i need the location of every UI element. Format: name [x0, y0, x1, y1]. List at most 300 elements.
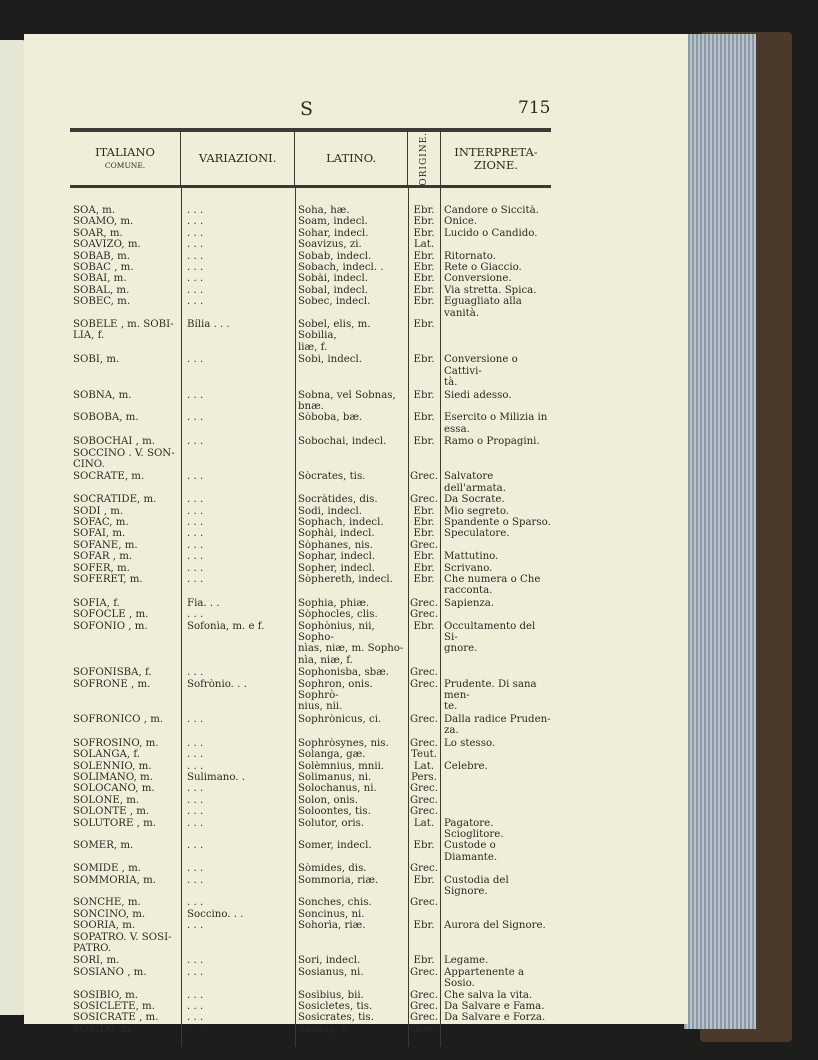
cell-variazioni: . . .: [187, 551, 204, 563]
cell-variazioni: . . .: [187, 874, 204, 886]
table-row: [70, 967, 551, 990]
cell-origine: Ebr.: [413, 551, 435, 563]
cell-origine: Grec.: [410, 1012, 438, 1024]
cell-italiano: SOSÌBIO, m.: [73, 989, 138, 1001]
cell-interpretazione: Dalla radice Pruden- za.: [444, 713, 551, 737]
table-row: [70, 228, 551, 239]
table-row: [70, 1001, 551, 1012]
table-row: [70, 875, 551, 898]
cell-variazioni: . . .: [187, 284, 204, 296]
cell-latino: Sosicletes, tis.: [298, 1001, 373, 1013]
table-row: [70, 296, 551, 319]
table-row: [70, 909, 551, 920]
cell-italiano: SORI, m.: [73, 955, 120, 967]
cell-italiano: SOA, m.: [73, 205, 116, 216]
cell-origine: Grec.: [410, 806, 438, 818]
cell-interpretazione: [440, 783, 551, 794]
table-row: [70, 563, 551, 574]
cell-italiano: SONCINO, m.: [73, 908, 146, 920]
cell-italiano: SOFÌA, f.: [73, 597, 120, 609]
table-body: [70, 188, 551, 1035]
cell-interpretazione: Occultamento del Si- gnore.: [444, 620, 536, 655]
cell-interpretazione: Eguagliato alla vanità.: [444, 296, 522, 319]
table-row: [70, 955, 551, 966]
cell-interpretazione: Conversione.: [444, 273, 512, 285]
cell-interpretazione: Che numera o Che racconta.: [444, 574, 541, 597]
table-row: [70, 1024, 551, 1035]
table-row: [70, 1012, 551, 1023]
section-letter: S: [300, 98, 314, 120]
cell-latino: Soloontes, tis.: [298, 806, 371, 818]
cell-italiano: SOLIMANO, m.: [73, 771, 153, 783]
cell-variazioni: . . .: [187, 817, 204, 829]
cell-italiano: SOSICLETE, m.: [73, 1001, 155, 1013]
cell-variazioni: . . .: [187, 273, 204, 285]
table-row: [70, 990, 551, 1001]
table-row: [70, 251, 551, 262]
cell-italiano: SÒMIDE , m.: [73, 863, 142, 875]
cell-interpretazione: [440, 932, 551, 955]
cell-interpretazione: Speculatore.: [444, 528, 510, 540]
cell-interpretazione: [440, 667, 551, 678]
cell-origine: Teut.: [411, 749, 437, 761]
cell-latino: Solon, onis.: [298, 794, 358, 806]
cell-latino: Solimanus, ni.: [298, 771, 372, 783]
cell-interpretazione: Candore o Siccità.: [444, 205, 539, 216]
cell-italiano: SOFRÒNICO , m.: [73, 713, 164, 725]
table-row: [70, 897, 551, 908]
cell-interpretazione: [440, 749, 551, 760]
cell-interpretazione: [440, 897, 551, 908]
cell-interpretazione: Spandente o Sparso.: [444, 516, 551, 528]
table-row: [70, 412, 551, 436]
table-row: [70, 598, 551, 609]
cell-variazioni: . . .: [187, 1012, 204, 1024]
cell-variazioni: . . .: [187, 250, 204, 262]
cell-italiano: SOBAL, m.: [73, 284, 130, 296]
cell-italiano: SOBI, m.: [73, 354, 120, 366]
table-row: [70, 354, 551, 389]
cell-variazioni: Sulimano. .: [187, 771, 246, 783]
cell-origine: Grec.: [410, 966, 438, 978]
cell-italiano: SOBNA, m.: [73, 389, 132, 401]
header-italiano: ITALIANO COMUNE.: [70, 132, 181, 185]
cell-interpretazione: Celebre.: [444, 760, 488, 772]
cell-latino: Sòphocles, clis.: [298, 609, 378, 621]
cell-italiano: SOORÌA, m.: [73, 920, 136, 932]
cell-interpretazione: [440, 540, 551, 551]
cell-variazioni: . . .: [187, 354, 204, 366]
cell-latino: Sophrònicus, ci.: [298, 713, 382, 725]
cell-origine: Ebr.: [413, 389, 435, 401]
cell-variazioni: . . .: [187, 783, 204, 795]
cell-origine: Lat.: [413, 760, 435, 772]
cell-italiano: SOLANGA, f.: [73, 749, 140, 761]
cell-interpretazione: [440, 772, 551, 783]
cell-italiano: SOFAC, m.: [73, 516, 129, 528]
cell-latino: Sosìbius, bii.: [298, 989, 364, 1001]
cell-latino: Solutor, oris.: [298, 817, 365, 829]
cell-latino: Soncinus, ni.: [298, 908, 365, 920]
page-number: 715: [518, 98, 551, 118]
table-row: [70, 528, 551, 539]
cell-variazioni: . . .: [187, 494, 204, 506]
header-interpretazione: INTERPRETA- ZIONE.: [454, 144, 538, 172]
cell-italiano: SOAVIZO, m.: [73, 239, 141, 251]
header-latino: LATINO.: [295, 132, 408, 185]
cell-origine: Ebr.: [413, 284, 435, 296]
header-origine: ORIGINE.: [408, 132, 441, 185]
cell-latino: Soam, indecl.: [298, 216, 368, 228]
cell-variazioni: . . .: [187, 505, 204, 517]
cell-italiano: SOBELE , m. SOBÌ- LIA, f.: [73, 319, 174, 342]
cell-latino: Sòmides, dis.: [298, 863, 367, 875]
table-row: [70, 574, 551, 598]
cell-origine: Ebr.: [413, 205, 435, 216]
cell-origine: Ebr.: [413, 920, 435, 932]
cell-interpretazione: Lucido o Candido.: [444, 227, 538, 239]
cell-origine: Lat.: [413, 817, 435, 829]
cell-latino: Soavizus, zi.: [298, 239, 362, 251]
cell-latino: Sòphereth, indecl.: [298, 574, 393, 585]
cell-origine: Ebr.: [413, 216, 435, 228]
cell-origine: Grec.: [410, 609, 438, 621]
cell-origine: Ebr.: [413, 505, 435, 517]
cell-italiano: SOMMORÌA, m.: [73, 874, 156, 886]
cell-variazioni: Soccino. . .: [187, 908, 244, 920]
cell-variazioni: Bília . . .: [187, 319, 230, 331]
cell-italiano: SÒSILO, m.: [73, 1023, 134, 1035]
cell-variazioni: . . .: [187, 737, 204, 749]
cell-origine: Ebr.: [413, 412, 435, 424]
cell-interpretazione: Custodia del Signore.: [444, 874, 509, 897]
table-row: [70, 540, 551, 551]
cell-interpretazione: Siedi adesso.: [444, 389, 512, 401]
cell-origine: Grec.: [410, 494, 438, 506]
cell-interpretazione: Da Salvare e Forza.: [444, 1012, 546, 1024]
cell-italiano: SÒPATRO. V. SOSÌ- PATRO.: [73, 931, 172, 954]
cell-latino: Sòboba, bæ.: [298, 412, 363, 424]
cell-latino: Sobec, indecl.: [298, 296, 371, 308]
cell-latino: Sòphanes, nis.: [298, 539, 373, 551]
table-row: [70, 621, 551, 668]
cell-origine: Ebr.: [413, 574, 435, 585]
cell-italiano: SOSIANO , m.: [73, 966, 147, 978]
cell-latino: Sohorìa, riæ.: [298, 920, 366, 932]
table-row: [70, 551, 551, 562]
cell-interpretazione: Lo stesso.: [444, 737, 496, 749]
cell-interpretazione: Appartenente a Sosio.: [444, 966, 525, 990]
cell-variazioni: . . .: [187, 389, 204, 401]
cell-variazioni: Sofonìa, m. e f.: [187, 620, 265, 632]
cell-interpretazione: Ramo o Propagini.: [444, 436, 540, 448]
cell-italiano: SOFRONE , m.: [73, 678, 151, 690]
cell-variazioni: . . .: [187, 239, 204, 251]
cell-origine: Grec.: [410, 471, 438, 483]
cell-origine: Ebr.: [413, 562, 435, 574]
cell-variazioni: Sofrònio. . .: [187, 678, 247, 690]
cell-origine: Grec.: [410, 713, 438, 725]
cell-latino: Sosianus, ni.: [298, 966, 364, 978]
cell-variazioni: . . .: [187, 609, 204, 621]
cell-variazioni: . . .: [187, 989, 204, 1001]
cell-interpretazione: Che salva la vita.: [444, 989, 533, 1001]
table-row: [70, 494, 551, 505]
cell-origine: Ebr.: [413, 296, 435, 308]
cell-latino: Sobel, elis, m. Sobilia, liæ, f.: [298, 319, 371, 353]
cell-origine: Grec.: [410, 794, 438, 806]
cell-italiano: SOLONE, m.: [73, 794, 140, 806]
cell-interpretazione: Aurora del Signore.: [444, 920, 546, 932]
cell-italiano: SOCCINO . V. SON- CINO.: [73, 447, 175, 470]
cell-interpretazione: Prudente. Di sana men- te.: [444, 678, 537, 713]
cell-interpretazione: [440, 239, 551, 250]
cell-origine: Lat.: [413, 239, 435, 251]
dictionary-table: [70, 128, 551, 1035]
cell-latino: Sophròsynes, nis.: [298, 737, 389, 749]
table-row: [70, 932, 551, 956]
cell-interpretazione: Esercito o Milizia in essa.: [444, 412, 548, 435]
cell-italiano: SOBÀI, m.: [73, 273, 127, 285]
cell-latino: Sommoria, riæ.: [298, 874, 379, 886]
table-row: [70, 761, 551, 772]
cell-variazioni: . . .: [187, 216, 204, 228]
cell-latino: Sosicrates, tis.: [298, 1012, 374, 1024]
cell-italiano: SOFONISBA, f.: [73, 667, 152, 679]
cell-latino: Solochanus, ni.: [298, 783, 377, 795]
table-row: [70, 679, 551, 714]
cell-italiano: SÒFANE, m.: [73, 539, 138, 551]
table-row: [70, 262, 551, 273]
cell-latino: Sophonisba, sbæ.: [298, 667, 390, 679]
cell-interpretazione: [440, 448, 551, 471]
cell-interpretazione: Via stretta. Spica.: [444, 284, 537, 296]
cell-variazioni: . . .: [187, 897, 204, 909]
cell-latino: Solèmnius, mnii.: [298, 760, 385, 772]
cell-variazioni: . . .: [187, 863, 204, 875]
cell-interpretazione: Rete o Giaccio.: [444, 262, 522, 274]
cell-variazioni: . . .: [187, 516, 204, 528]
cell-latino: Sobab, indecl.: [298, 250, 372, 262]
cell-italiano: SOFER, m.: [73, 562, 130, 574]
cell-latino: Sophron, onis. Sophrò- nius, nii.: [298, 678, 373, 713]
cell-origine: Grec.: [410, 989, 438, 1001]
cell-latino: Sophònius, nii, Sopho- nìas, niæ, m. Sopho- nìa, niæ, f.: [298, 620, 404, 666]
cell-variazioni: Fia. . .: [187, 597, 220, 609]
cell-interpretazione: [440, 909, 551, 920]
cell-origine: Ebr.: [413, 262, 435, 274]
column-divider: [440, 188, 441, 1047]
cell-variazioni: . . .: [187, 562, 204, 574]
cell-interpretazione: [440, 863, 551, 874]
cell-variazioni: . . .: [187, 760, 204, 772]
cell-latino: Sobochai, indecl.: [298, 436, 387, 448]
cell-latino: Sophar, indecl.: [298, 551, 376, 563]
cell-interpretazione: Da Socrate.: [444, 494, 505, 506]
cell-variazioni: . . .: [187, 436, 204, 448]
cell-italiano: SOLOCANO, m.: [73, 783, 155, 795]
cell-latino: Sohar, indecl.: [298, 227, 369, 239]
cell-italiano: SOLUTORE , m.: [73, 817, 156, 829]
cell-origine: Ebr.: [413, 354, 435, 366]
cell-latino: Sophài, indecl.: [298, 528, 375, 540]
table-row: [70, 738, 551, 749]
cell-interpretazione: Pagatore. Scioglitore.: [444, 817, 504, 840]
table-row: [70, 390, 551, 413]
cell-variazioni: . . .: [187, 840, 204, 852]
cell-italiano: SOFRÒSINO, m.: [73, 737, 159, 749]
cell-interpretazione: Custode o Diamante.: [444, 840, 498, 863]
cell-interpretazione: Mio segreto.: [444, 505, 510, 517]
table-row: [70, 749, 551, 760]
cell-origine: [408, 909, 440, 920]
cell-origine: Ebr.: [413, 227, 435, 239]
cell-variazioni: . . .: [187, 227, 204, 239]
cell-origine: Ebr.: [413, 840, 435, 852]
cell-latino: Sori, indecl.: [298, 955, 361, 967]
cell-italiano: SOBEC, m.: [73, 296, 131, 308]
cell-origine: Ebr.: [413, 319, 435, 331]
cell-italiano: SOFAR , m.: [73, 551, 133, 563]
cell-italiano: SOLONTE , m.: [73, 806, 150, 818]
table-row: [70, 285, 551, 296]
cell-italiano: SOFÀI, m.: [73, 528, 126, 540]
cell-variazioni: . . .: [187, 806, 204, 818]
table-row: [70, 795, 551, 806]
cell-variazioni: . . .: [187, 794, 204, 806]
cell-italiano: SOMER, m.: [73, 840, 134, 852]
cell-latino: Sobi, indecl.: [298, 354, 362, 366]
column-divider: [295, 188, 296, 1047]
cell-latino: [295, 932, 408, 955]
cell-variazioni: . . .: [187, 412, 204, 424]
cell-variazioni: . . .: [187, 1001, 204, 1013]
cell-latino: Soha, hæ.: [298, 205, 350, 216]
column-divider: [408, 188, 409, 1047]
table-row: [70, 239, 551, 250]
cell-origine: Ebr.: [413, 250, 435, 262]
table-row: [70, 783, 551, 794]
header-variazioni: VARIAZIONI.: [181, 132, 295, 185]
cell-origine: Grec.: [410, 1001, 438, 1013]
cell-latino: Sobna, vel Sobnas, bnæ.: [298, 389, 396, 412]
cell-variazioni: . . .: [187, 966, 204, 978]
table-row: [70, 667, 551, 678]
cell-origine: Ebr.: [413, 516, 435, 528]
table-row: [70, 273, 551, 284]
cell-variazioni: . . .: [187, 749, 204, 761]
cell-latino: Sophia, phiæ.: [298, 597, 370, 609]
cell-origine: Grec.: [410, 737, 438, 749]
cell-interpretazione: Ritornato.: [444, 250, 496, 262]
cell-origine: Ebr.: [413, 874, 435, 886]
table-row: [70, 818, 551, 841]
table-row: [70, 609, 551, 620]
table-row: [70, 436, 551, 447]
cell-origine: Pers.: [411, 771, 437, 783]
cell-origine: Grec.: [410, 539, 438, 551]
cell-latino: Sobài, indecl.: [298, 273, 369, 285]
cell-italiano: SOBOCHAI , m.: [73, 436, 156, 448]
cell-origine: Ebr.: [413, 955, 435, 967]
cell-interpretazione: Legame.: [444, 955, 489, 967]
table-header: [70, 132, 551, 188]
cell-italiano: SÒCRATE, m.: [73, 471, 145, 483]
cell-interpretazione: [440, 806, 551, 817]
cell-variazioni: . . .: [187, 667, 204, 679]
cell-variazioni: . . .: [187, 955, 204, 967]
cell-italiano: SÒAMO, m.: [73, 216, 134, 228]
table-row: [70, 471, 551, 494]
cell-origine: [408, 932, 440, 955]
table-row: [70, 216, 551, 227]
cell-interpretazione: [440, 1024, 551, 1035]
cell-variazioni: . . .: [187, 539, 204, 551]
cell-latino: Socràtides, dis.: [298, 494, 378, 506]
cell-variazioni: . . .: [187, 471, 204, 483]
table-row: [70, 205, 551, 216]
cell-interpretazione: [440, 609, 551, 620]
cell-origine: Ebr.: [413, 273, 435, 285]
cell-italiano: SOFÒNIO , m.: [73, 620, 148, 632]
cell-origine: Ebr.: [413, 620, 435, 632]
cell-variazioni: [181, 932, 295, 955]
cell-variazioni: . . .: [187, 713, 204, 725]
cell-latino: Sopher, indecl.: [298, 562, 376, 574]
table-row: [70, 806, 551, 817]
cell-italiano: SONCHE, m.: [73, 897, 141, 909]
cell-origine: Grec.: [410, 1023, 438, 1035]
cell-origine: Ebr.: [413, 436, 435, 448]
cell-origine: Grec.: [410, 667, 438, 679]
cell-latino: Sophach, indecl.: [298, 516, 384, 528]
cell-interpretazione: [440, 319, 551, 353]
cell-italiano: SOBAC , m.: [73, 262, 134, 274]
cell-interpretazione: [440, 795, 551, 806]
cell-origine: Grec.: [410, 597, 438, 609]
cell-interpretazione: Scrivano.: [444, 562, 493, 574]
cell-interpretazione: Salvatore dell'armata.: [444, 471, 506, 494]
cell-latino: [295, 448, 408, 471]
table-row: [70, 714, 551, 738]
cell-origine: Grec.: [410, 863, 438, 875]
cell-latino: Solanga, gæ.: [298, 749, 366, 761]
table-row: [70, 920, 551, 931]
table-row: [70, 506, 551, 517]
cell-interpretazione: Mattutino.: [444, 551, 499, 563]
table-row: [70, 319, 551, 354]
cell-interpretazione: Sapienza.: [444, 597, 495, 609]
cell-italiano: SÒFOCLE , m.: [73, 609, 149, 621]
cell-variazioni: . . .: [187, 262, 204, 274]
cell-interpretazione: Ònice.: [444, 216, 478, 228]
cell-variazioni: . . .: [187, 920, 204, 932]
table-row: [70, 772, 551, 783]
cell-italiano: SOBAB, m.: [73, 250, 131, 262]
cell-italiano: SODI , m.: [73, 505, 124, 517]
cell-latino: Sobach, indecl. .: [298, 262, 384, 274]
cell-latino: Sòsilus, li.: [298, 1023, 351, 1035]
cell-origine: [408, 448, 440, 471]
cell-variazioni: . . .: [187, 296, 204, 308]
table-row: [70, 863, 551, 874]
cell-variazioni: . . .: [187, 205, 204, 216]
cell-variazioni: . . .: [187, 1023, 204, 1035]
cell-latino: Sòcrates, tis.: [298, 471, 366, 483]
cell-interpretazione: Da Salvare e Fama.: [444, 1001, 545, 1013]
cell-origine: Grec.: [410, 678, 438, 690]
cell-interpretazione: Conversione o Cattivi- tà.: [444, 354, 518, 389]
